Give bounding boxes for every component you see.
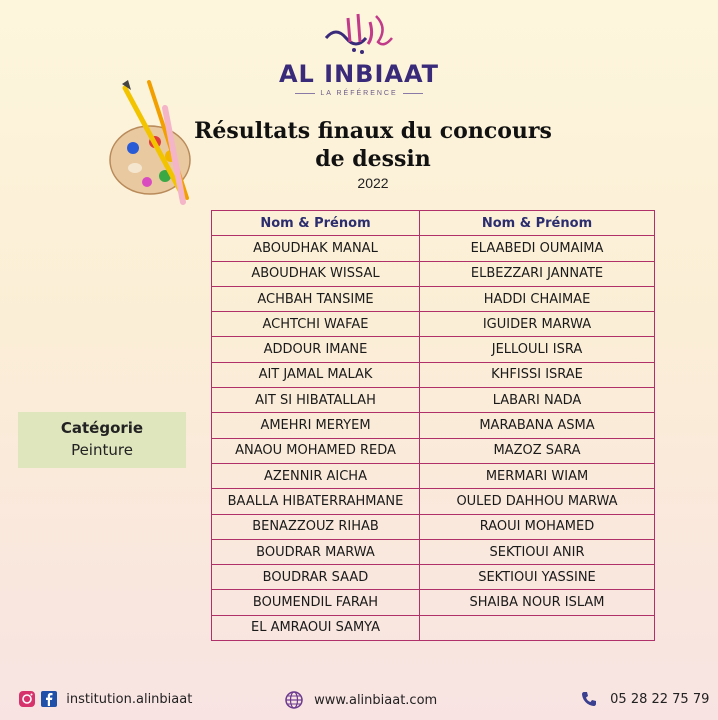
table-cell: MERMARI WIAM	[420, 463, 655, 488]
table-row	[212, 286, 655, 311]
instagram-icon	[18, 690, 36, 708]
title-line-1: Résultats finaux du concours	[194, 118, 552, 144]
table-cell: MARABANA ASMA	[420, 413, 655, 438]
table-row	[212, 590, 655, 615]
table-cell: HADDI CHAIMAE	[420, 286, 655, 311]
table-row	[212, 539, 655, 564]
category-value: Peinture	[71, 441, 133, 459]
results-table	[211, 210, 655, 641]
table-cell: ELAABEDI OUMAIMA	[420, 236, 655, 261]
table-cell: MAZOZ SARA	[420, 438, 655, 463]
year-label: 2022	[357, 175, 389, 191]
footer-phone[interactable]	[580, 690, 709, 708]
table-row	[212, 236, 655, 261]
table-cell	[420, 615, 655, 640]
table-cell: ACHBAH TANSIME	[212, 286, 420, 311]
brand-name: AL INBIAAT	[278, 60, 440, 88]
table-cell: IGUIDER MARWA	[420, 312, 655, 337]
table-cell: BOUDRAR MARWA	[212, 539, 420, 564]
phone-number: 05 28 22 75 79	[610, 691, 710, 707]
table-row	[212, 413, 655, 438]
table-cell: ADDOUR IMANE	[212, 337, 420, 362]
social-handle: institution.alinbiaat	[66, 691, 193, 707]
table-cell: BOUMENDIL FARAH	[212, 590, 420, 615]
brand-tagline: LA RÉFÉRENCE	[0, 90, 718, 97]
globe-icon	[284, 690, 304, 710]
table-row	[212, 362, 655, 387]
column-header: Nom & Prénom	[420, 211, 655, 236]
category-label: Catégorie	[60, 419, 144, 437]
table-row	[212, 514, 655, 539]
table-cell: ELBEZZARI JANNATE	[420, 261, 655, 286]
table-cell: KHFISSI ISRAE	[420, 362, 655, 387]
table-row	[212, 261, 655, 286]
table-row	[212, 312, 655, 337]
table-cell: ANAOU MOHAMED REDA	[212, 438, 420, 463]
table-cell: ABOUDHAK MANAL	[212, 236, 420, 261]
phone-icon	[580, 690, 598, 708]
table-row	[212, 438, 655, 463]
table-cell: AMEHRI MERYEM	[212, 413, 420, 438]
logo-calligraphy	[318, 8, 398, 58]
website-url: www.alinbiaat.com	[314, 692, 438, 708]
table-cell: BAALLA HIBATERRAHMANE	[212, 489, 420, 514]
table-cell: SEKTIOUI YASSINE	[420, 565, 655, 590]
table-cell: BOUDRAR SAAD	[212, 565, 420, 590]
table-cell: EL AMRAOUI SAMYA	[212, 615, 420, 640]
table-row	[212, 337, 655, 362]
column-header: Nom & Prénom	[212, 211, 420, 236]
table-header-row	[212, 211, 655, 236]
table-cell: ACHTCHI WAFAE	[212, 312, 420, 337]
table-row	[212, 615, 655, 640]
footer-social[interactable]	[18, 690, 192, 708]
table-cell: SHAIBA NOUR ISLAM	[420, 590, 655, 615]
table-cell: BENAZZOUZ RIHAB	[212, 514, 420, 539]
table-cell: AZENNIR AICHA	[212, 463, 420, 488]
table-cell: ABOUDHAK WISSAL	[212, 261, 420, 286]
table-cell: OULED DAHHOU MARWA	[420, 489, 655, 514]
table-cell: JELLOULI ISRA	[420, 337, 655, 362]
footer-website[interactable]	[284, 690, 437, 710]
table-cell: AIT SI HIBATALLAH	[212, 388, 420, 413]
table-row	[212, 463, 655, 488]
category-box	[18, 412, 186, 468]
title-line-2: de dessin	[315, 146, 431, 172]
page-title	[170, 117, 576, 173]
facebook-icon	[40, 690, 58, 708]
table-row	[212, 388, 655, 413]
table-cell: AIT JAMAL MALAK	[212, 362, 420, 387]
table-cell: RAOUI MOHAMED	[420, 514, 655, 539]
table-row	[212, 565, 655, 590]
table-cell: SEKTIOUI ANIR	[420, 539, 655, 564]
table-row	[212, 489, 655, 514]
table-cell: LABARI NADA	[420, 388, 655, 413]
